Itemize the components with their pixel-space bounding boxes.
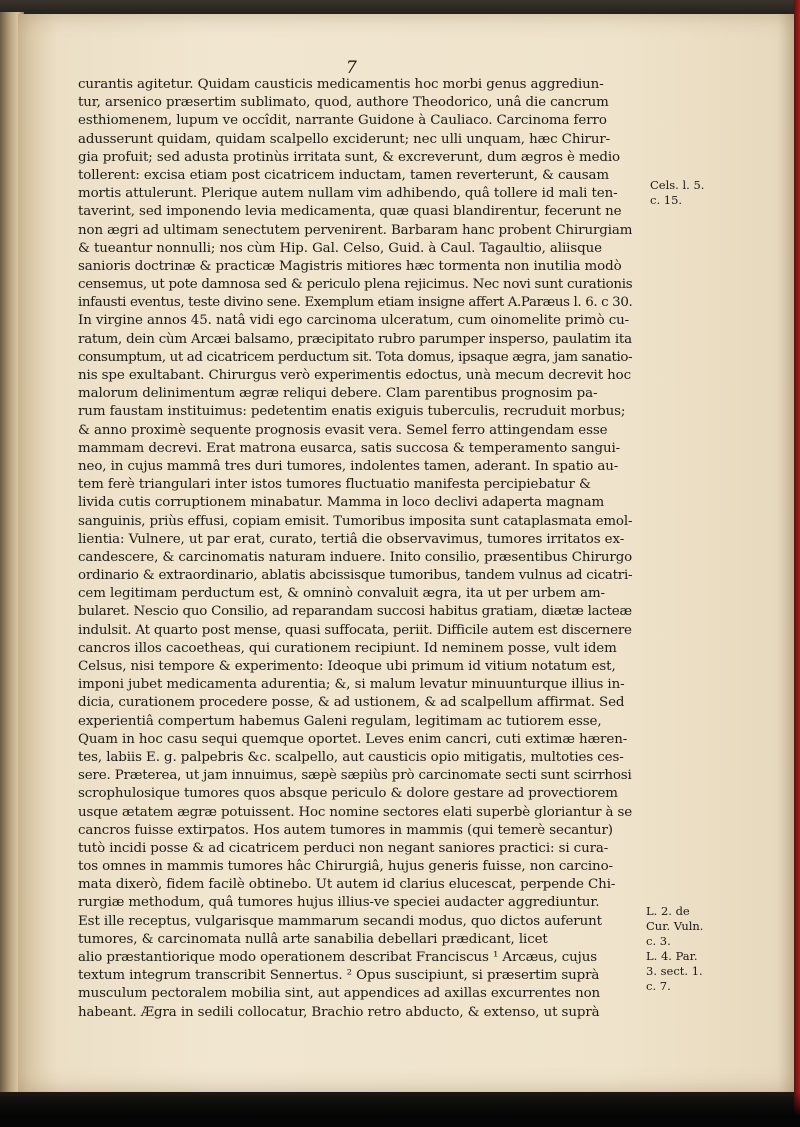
text-line: ordinario & extraordinario, ablatis abcissisque tumoribus, tandem vulnus ad cicatri-: [78, 568, 632, 584]
text-line: & anno proximè sequente prognosis evasit vera. Semel ferro attingendam esse: [78, 422, 608, 438]
text-line: alio præstantiorique modo operationem describat Franciscus ¹ Arcæus, cujus: [78, 950, 598, 965]
text-line: esthiomenem, lupum ve occîdit, narrante Guidone à Cauliaco. Carcinoma ferro: [78, 113, 607, 129]
text-line: experientiâ compertum habemus Galeni regulam, legitimam ac tutiorem esse,: [78, 713, 602, 729]
text-line: rum faustam instituimus: pedetentim enatis exiguis tuberculis, recruduit morbus;: [78, 404, 626, 420]
text-line: curantis agitetur. Quidam causticis medicamentis hoc morbi genus aggrediun-: [78, 77, 604, 92]
text-line: cancros illos cacoetheas, qui curationem recipiunt. Id neminem posse, vult idem: [78, 640, 617, 656]
text-line: tes, labiis E. g. palpebris &c. scalpello, aut causticis opio mitigatis, multoties ces-: [78, 749, 624, 765]
text-line: infausti eventus, teste divino sene. Exemplum etiam insigne affert A.Paræus l. 6. c 30.: [78, 295, 632, 311]
margin-note-line: Cur. Vuln.: [646, 919, 704, 933]
text-line: & tueantur nonnulli; nos cùm Hip. Gal. Celso, Guid. à Caul. Tagaultio, aliisque: [78, 240, 602, 256]
margin-note-line: L. 4. Par.: [646, 949, 698, 963]
text-line: cancros fuisse extirpatos. Hos autem tumores in mammis (qui temerè secantur): [78, 822, 613, 838]
text-line: non ægri ad ultimam senectutem pervenirent. Barbaram hanc probent Chirurgiam: [78, 222, 632, 238]
text-line: adusserunt quidam, quidam scalpello exciderunt; nec ulli unquam, hæc Chirur-: [78, 131, 611, 147]
text-line: mammam decrevi. Erat matrona eusarca, satis succosa & temperamento sangui-: [78, 440, 621, 456]
text-line: indulsit. At quarto post mense, quasi suffocata, periit. Difficile autem est discernere: [78, 622, 632, 638]
text-line: livida cutis corruptionem minabatur. Mamma in loco declivi adaperta magnam: [78, 495, 605, 511]
text-line: Quam in hoc casu sequi quemque oportet. Leves enim cancri, cuti extimæ hæren-: [78, 731, 628, 747]
text-line: musculum pectoralem mobilia sint, aut appendices ad axillas excurrentes non: [78, 986, 601, 1002]
text-line: sanioris doctrinæ & practicæ Magistris mitiores hæc tormenta non inutilia modò: [78, 258, 622, 274]
margin-note-line: c. 3.: [646, 934, 671, 948]
text-line: bularet. Nescio quo Consilio, ad reparandam succosi habitus gratiam, diætæ lacteæ: [78, 604, 632, 620]
page-number: 7: [346, 58, 357, 78]
text-line: tos omnes in mammis tumores hâc Chirurgiâ, hujus generis fuisse, non carcino-: [78, 859, 613, 875]
margin-note-references: [646, 904, 703, 994]
text-line: lientia: Vulnere, ut par erat, curato, tertiâ die observavimus, tumores irritatos ex-: [78, 531, 625, 547]
text-line: tollerent: excisa etiam post cicatricem inductam, tamen reverterunt, & causam: [78, 167, 610, 183]
text-line: tumores, & carcinomata nullâ arte sanabilia debellari prædicant, licet: [78, 931, 548, 947]
text-line: cem legitimam perductum est, & omninò convaluit ægra, ita ut per urbem am-: [78, 586, 605, 602]
text-line: habeant. Ægra in sedili collocatur, Brachio retro abducto, & extenso, ut suprà: [78, 1004, 600, 1020]
text-line: Celsus, nisi tempore & experimento: Ideoque ubi primum id vitium notatum est,: [78, 659, 616, 674]
text-line: gia profuit; sed adusta protinùs irritata sunt, & excreverunt, dum ægros è medio: [78, 149, 621, 165]
text-line: tutò incidi posse & ad cicatricem perduci non negant saniores practici: si cura-: [78, 840, 609, 856]
text-line: sanguinis, priùs effusi, copiam emisit. Tumoribus imposita sunt cataplasmata emol-: [78, 513, 632, 529]
margin-note-celsus: [650, 178, 704, 208]
text-line: taverint, sed imponendo levia medicamenta, quæ quasi blandirentur, fecerunt ne: [78, 204, 622, 220]
margin-note-line: L. 2. de: [646, 904, 690, 918]
text-line: textum integrum transcribit Sennertus. ² Opus suscipiunt, si præsertim suprà: [78, 968, 600, 984]
text-line: neo, in cujus mammâ tres duri tumores, indolentes tamen, aderant. In spatio au-: [78, 458, 619, 474]
text-line: nis spe exultabant. Chirurgus verò experimentis edoctus, unà mecum decrevit hoc: [78, 368, 632, 383]
margin-note-line: 3. sect. 1.: [646, 964, 703, 978]
text-line: sere. Præterea, ut jam innuimus, sæpè sæpiùs prò carcinomate secti sunt scirrhosi: [78, 768, 632, 784]
text-line: mata dixerò, fidem facilè obtinebo. Ut autem id clarius elucescat, perpende Chi-: [78, 877, 616, 893]
text-line: malorum delinimentum ægræ reliqui debere. Clam parentibus prognosim pa-: [78, 386, 598, 402]
margin-note-line: c. 15.: [650, 193, 683, 207]
text-line: tur, arsenico præsertim sublimato, quod, authore Theodorico, unâ die cancrum: [78, 95, 609, 111]
text-line: In virgine annos 45. natâ vidi ego carcinoma ulceratum, cum oinomelite primò cu-: [78, 313, 630, 329]
text-line: candescere, & carcinomatis naturam induere. Inito consilio, præsentibus Chirurgo: [78, 549, 632, 565]
text-line: Est ille receptus, vulgarisque mammarum secandi modus, quo dictos auferunt: [78, 913, 602, 929]
text-line: rurgiæ methodum, quâ tumores hujus illius-ve speciei audacter aggrediuntur.: [78, 895, 600, 911]
text-line: imponi jubet medicamenta adurentia; &, si malum levatur minuunturque illius in-: [78, 677, 625, 693]
text-line: dicia, curationem procedere posse, & ad ustionem, & ad scalpellum affirmat. Sed: [78, 695, 625, 711]
book-right-edge: [794, 0, 800, 1127]
text-line: censemus, ut pote damnosa sed & periculo plena rejicimus. Nec novi sunt curationis: [78, 277, 632, 293]
text-line: scrophulosique tumores quos absque periculo & dolore gestare ad provectiorem: [78, 786, 618, 802]
text-line: mortis attulerunt. Plerique autem nullam vim adhibendo, quâ tollere id mali ten-: [78, 186, 618, 202]
body-text: [78, 76, 632, 1022]
text-line: usque ætatem ægræ potuissent. Hoc nomine sectores elati superbè gloriantur à se: [78, 804, 632, 820]
text-line: consumptum, ut ad cicatricem perductum sit. Tota domus, ipsaque ægra, jam sanatio-: [78, 349, 632, 365]
margin-note-line: Cels. l. 5.: [650, 178, 705, 192]
text-line: ratum, dein cùm Arcæi balsamo, præcipitato rubro parumper insperso, paulatim ita: [78, 331, 632, 347]
text-line: tem ferè triangulari inter istos tumores fluctuatio manifesta percipiebatur &: [78, 477, 591, 493]
margin-note-line: c. 7.: [646, 979, 671, 993]
bottom-shadow: [0, 1091, 800, 1127]
